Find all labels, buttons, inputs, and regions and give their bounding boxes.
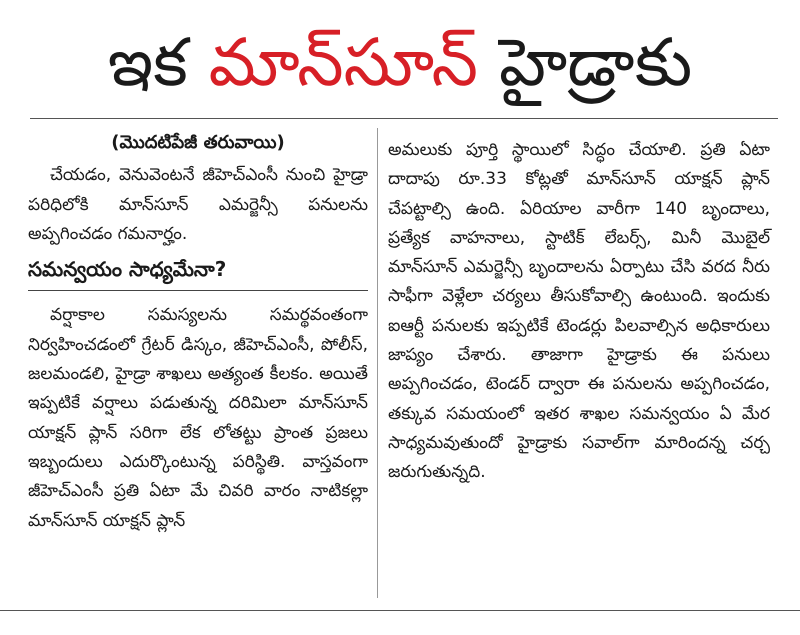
bottom-divider	[0, 610, 800, 611]
top-divider	[30, 118, 778, 119]
article-column-right	[388, 136, 770, 488]
continuation-label: (మొదటిపేజీ తరువాయి)	[111, 132, 285, 153]
paragraph-coordination: వర్షాకాల సమస్యలను సమర్థవంతంగా నిర్వహించడంలో గ్రేటర్ డిస్కం, జీహెచ్‌ఎంసీ, పోలీస్, జలమండలి, హైడ్రా శాఖలు అత్యంత కీలకం. అయితే ఇప్పటికే వర్షాలు పడుతున్న దరిమిలా మాన్‌సూన్ యాక్షన్ ప్లాన్ సరిగా లేక లోతట్టు ప్రాంత ప్రజలు ఇబ్బందులు ఎదుర్కొంటున్న పరిస్థితి. వాస్తవంగా జీహెచ్‌ఎంసీ ప్రతి ఏటా మే చివరి వారం నాటికల్లా మాన్‌సూన్ యాక్షన్ ప్లాన్	[28, 305, 368, 531]
headline-part-hydraa: హైడ్రాకు	[499, 24, 693, 101]
headline	[0, 18, 800, 108]
paragraph-intro: చేయడం, వెనువెంటనే జీహెచ్‌ఎంసీ నుంచి హైడ్రా పరిధిలోకి మాన్‌సూన్ ఎమర్జెన్సీ పనులను అప్పగించడం గమనార్హం.	[28, 165, 368, 244]
paragraph-continued: అమలుకు పూర్తి స్థాయిలో సిద్ధం చేయాలి. ప్రతి ఏటా దాదాపు రూ.33 కోట్లతో మాన్‌సూన్ యాక్షన్ ప్లాన్ చేపట్టాల్సి ఉంది. ఏరియాల వారీగా 140 బృందాలు, ప్రత్యేక వాహనాలు, స్టాటిక్ లేబర్స్, మినీ మొబైల్ మాన్‌సూన్ ఎమర్జెన్సీ బృందాలను ఏర్పాటు చేసి వరద నీరు సాఫీగా వెళ్లేలా చర్యలు తీసుకోవాల్సి ఉంటుంది. ఇందుకు ఐఆర్టీ పనులకు ఇప్పటికే టెండర్లు పిలవాల్సిన అధికారులు జాప్యం చేశారు. తాజాగా హైడ్రాకు ఈ పనులు అప్పగించడం, టెండర్ ద్వారా ఈ పనులను అప్పగించడం, తక్కువ సమయంలో ఇతర శాఖల సమన్వయం ఏ మేర సాధ్యమవుతుందో హైడ్రాకు సవాల్‌గా మారిందన్న చర్చ జరుగుతున్నది.	[388, 140, 770, 483]
headline-part-monsoon: మాన్‌సూన్	[208, 24, 479, 101]
subheading: సమన్వయం సాధ్యమేనా?	[28, 255, 368, 291]
article-column-left	[28, 124, 368, 536]
column-divider	[377, 128, 378, 598]
headline-part-ika: ఇక	[107, 24, 188, 101]
